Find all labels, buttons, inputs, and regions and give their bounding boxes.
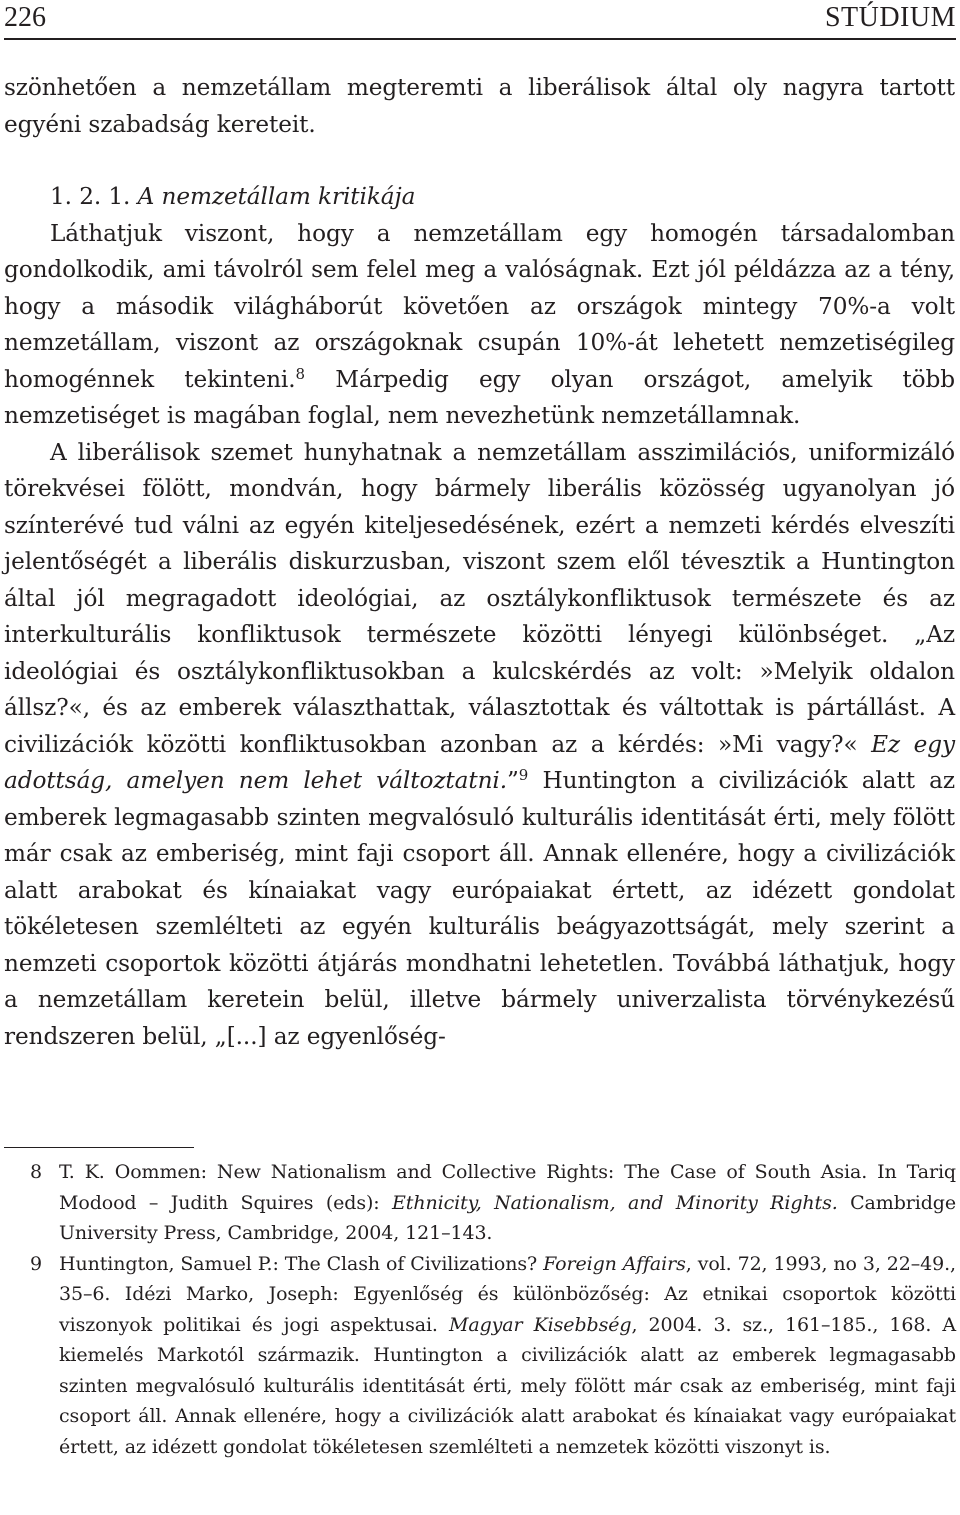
- paragraph-text: Láthatjuk viszont, hogy a nemzetállam egy homogén társadalomban gondolkodik, ami távolról sem felel meg a valóságnak. Ezt jól példázza az a tény, hogy a második világháborút követően az országok mintegy 70%-a volt nemzetállam, viszont az országoknak csupán 10%-át lehetett nemzetiségileg homogénnek tekinteni.: [4, 219, 955, 393]
- footnote-text: [59, 1249, 956, 1463]
- footnote-text: [59, 1157, 956, 1249]
- section-heading-title: A nemzetállam kritikája: [137, 183, 416, 210]
- running-head: STÚDIUM: [824, 2, 956, 33]
- footnote-separator: [4, 1147, 194, 1148]
- footnote-text-part: , vol. 72, 1993, no 3, 22–49., 35–6. Idézi Marko, Joseph: Egyenlőség és különbözőség: Az etnikai csoportok közötti viszonyok politikai és jogi aspektusai.: [59, 1252, 956, 1336]
- footnote-text-part: , 2004. 3. sz., 161–185., 168. A kiemelés Markotól származik. Huntington a civilizációk alatt az emberek legmagasabb szinten megvalósuló kulturális identitását érti, mely fölött már csak az emberiség, mint faji csoport áll. Annak ellenére, hogy a civilizációk alatt arabokat és kínaiakat vagy európaiakat értett, az idézett gondolat tökéletesen szemlélteti a nemzetek közötti viszonyt is.: [59, 1313, 957, 1458]
- footnotes: [4, 1157, 956, 1462]
- paragraph-nation-state-critique: [4, 216, 955, 435]
- main-text: [4, 70, 955, 1055]
- paragraph-text: Huntington a civilizációk alatt az emberek legmagasabb szinten megvalósuló kulturális identitását érti, mely fölött már csak az emberiség, mint faji csoport áll. Annak ellenére, hogy a civilizációk alatt arabokat és kínaiakat vagy európaiakat értett, az idézett gondolat tökéletesen szemlélteti az egyén kulturális beágyazottságát, mely szerint a nemzeti csoportok közötti átjárás mondhatni lehetetlen. Továbbá láthatjuk, hogy a nemzetállam keretein belül, illetve bármely univerzalista törvénykezésű rendszeren belül, „[...] az egyenlőség-: [4, 767, 955, 1050]
- paragraph-continuation: szönhetően a nemzetállam megteremti a liberálisok által oly nagyra tartott egyéni szabadság kereteit.: [4, 74, 955, 138]
- section-heading-number: 1. 2. 1.: [50, 183, 131, 210]
- footnote-text-part: Cambridge University Press, Cambridge, 2004, 121–143.: [59, 1191, 956, 1244]
- footnote-journal-italic: Foreign Affairs: [543, 1252, 686, 1275]
- footnote-reference-8[interactable]: 8: [295, 364, 305, 383]
- footnote-journal-italic: Magyar Kisebbség: [448, 1313, 632, 1336]
- paragraph-text: Márpedig egy olyan országot, amelyik több nemzetiséget is magában foglal, nem nevezhetünk nemzetállamnak.: [4, 365, 955, 429]
- footnote-number: 8: [30, 1161, 42, 1183]
- paragraph-text: A liberálisok szemet hunyhatnak a nemzetállam asszimilációs, uniformizáló törekvései fölött, mondván, hogy bármely liberális közösség ugyanolyan jó színterévé tud válni az egyén kiteljesedésének, ezért a nemzeti kérdés elveszíti jelentőségét a liberális diskurzusban, viszont szem elől tévesztik a Huntington által jól megragadott ideológiai, az osztálykonfliktusok természete és az interkulturális konfliktusok természete közötti lényegi különbséget. „Az ideológiai és osztálykonfliktusokban a kulcskérdés az volt: »Melyik oldalon állsz?«, és az emberek választhattak, választottak és váltottak is pártállást. A civilizációk közötti konfliktusokban azonban az a kérdés: »Mi vagy?«: [4, 438, 955, 758]
- page-number: 226: [4, 2, 46, 33]
- footnote-8: [4, 1157, 956, 1249]
- footnote-text-part: T. K. Oommen: New Nationalism and Collective Rights: The Case of South Asia. In Tariq Modood – Judith Squires (eds):: [59, 1161, 956, 1214]
- footnote-reference-9[interactable]: 9: [518, 766, 529, 784]
- quote-italic: Ez egy adottság, amelyen nem lehet változtatni.: [4, 730, 955, 794]
- footnote-9: [4, 1249, 956, 1463]
- footnote-number: 9: [30, 1252, 42, 1275]
- quote-close: ”: [507, 767, 519, 794]
- section-heading: [4, 179, 955, 216]
- paragraph-liberals-huntington: [4, 435, 955, 1056]
- footnote-text-part: Huntington, Samuel P.: The Clash of Civilizations?: [59, 1252, 544, 1275]
- footnote-title-italic: Ethnicity, Nationalism, and Minority Rights.: [392, 1191, 838, 1214]
- page-header: [4, 0, 956, 40]
